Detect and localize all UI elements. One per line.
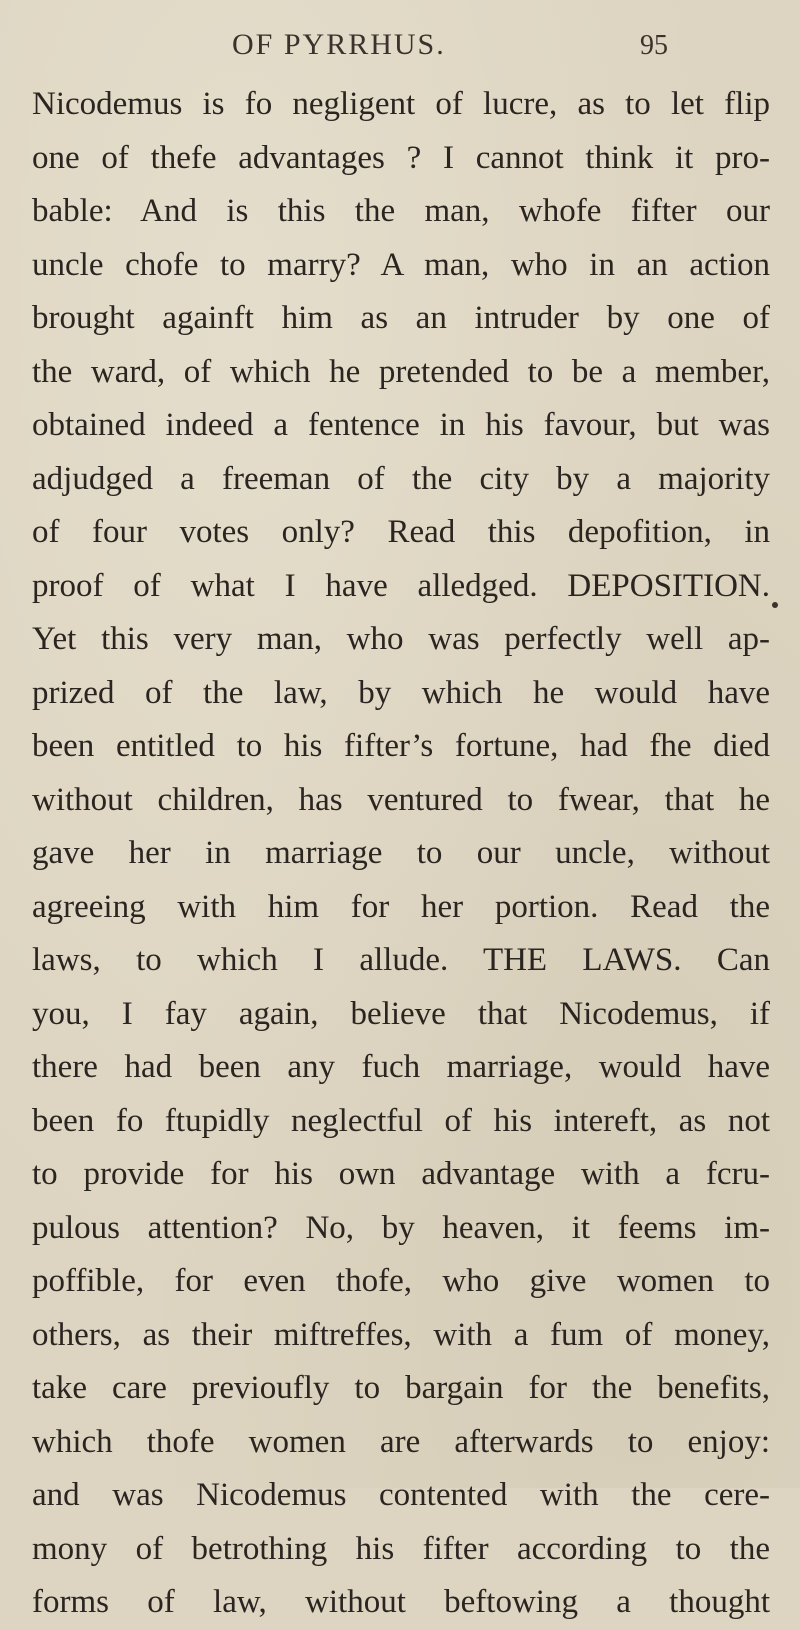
text-line: which thofe women are afterwards to enjoy:: [32, 1423, 770, 1460]
text-line: Nicodemus is fo negligent of lucre, as to let flip: [32, 86, 770, 122]
text-line: bable: And is this the man, whofe fifter our: [32, 193, 770, 229]
text-line: agreeing with him for her portion. Read the: [32, 888, 770, 925]
text-line: gave her in marriage to our uncle, without: [32, 835, 770, 871]
page-number: 95: [640, 30, 668, 61]
text-line: laws, to which I allude. THE LAWS. Can: [32, 942, 770, 978]
text-line: adjudged a freeman of the city by a majority: [32, 460, 770, 497]
text-line: there had been any fuch marriage, would have: [32, 1049, 770, 1085]
text-line: mony of betrothing his fifter according to the: [32, 1530, 770, 1567]
running-head-title: OF PYRRHUS.: [232, 28, 446, 61]
text-line: take care previoufly to bargain for the benefits,: [32, 1370, 770, 1406]
text-line: brought againft him as an intruder by one of: [32, 300, 770, 336]
text-line: the ward, of which he pretended to be a member,: [32, 353, 770, 390]
text-line: obtained indeed a fentence in his favour, but was: [32, 407, 770, 443]
text-line: poffible, for even thofe, who give women to: [32, 1263, 770, 1299]
text-line: to provide for his own advantage with a fcru-: [32, 1156, 770, 1192]
text-line: been fo ftupidly neglectful of his intereft, as not: [32, 1102, 770, 1139]
text-line: prized of the law, by which he would have: [32, 674, 770, 711]
text-line: forms of law, without beftowing a thought: [32, 1584, 770, 1620]
ink-speck: [772, 602, 778, 608]
text-line: pulous attention? No, by heaven, it feems im-: [32, 1209, 770, 1246]
text-line: and was Nicodemus contented with the cere-: [32, 1477, 770, 1513]
text-line: Yet this very man, who was perfectly well ap-: [32, 621, 770, 657]
body-text: [32, 78, 770, 1630]
text-line: one of thefe advantages ? I cannot think it pro-: [32, 139, 770, 176]
text-line: been entitled to his fifter’s fortune, had fhe died: [32, 728, 770, 764]
text-line: uncle chofe to marry? A man, who in an action: [32, 246, 770, 283]
text-line: of four votes only? Read this depofition, in: [32, 514, 770, 550]
text-line: you, I fay again, believe that Nicodemus, if: [32, 995, 770, 1032]
text-line: without children, has ventured to fwear, that he: [32, 781, 770, 818]
text-line: others, as their miftreffes, with a fum of money,: [32, 1316, 770, 1353]
text-line: proof of what I have alledged. DEPOSITION.: [32, 567, 770, 604]
running-head: [0, 20, 800, 68]
